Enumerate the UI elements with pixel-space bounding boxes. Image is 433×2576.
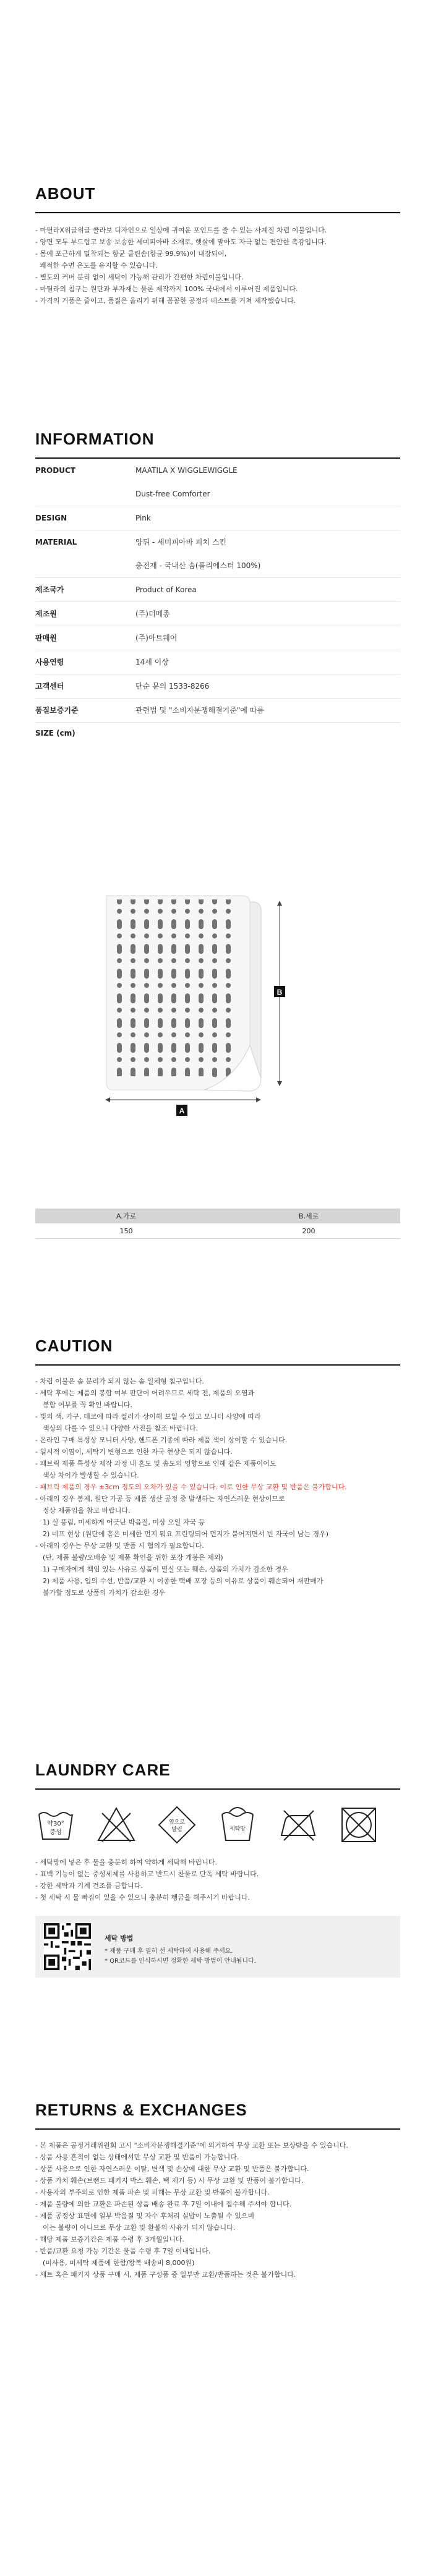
info-value: (주)아트웨어: [135, 634, 178, 642]
about-line: - 양면 모두 부드럽고 보송 보송한 세미피아바 소재로, 햇살에 말아도 자극 없는 편안한 촉감입니다.: [35, 238, 327, 246]
info-key: 사용연령: [35, 658, 64, 666]
about-line: 쾌적한 수면 온도를 유지할 수 있습니다.: [35, 261, 158, 270]
qr-line-1: * 제품 구매 후 필히 선 세탁하여 사용해 주세요.: [105, 1948, 233, 1955]
caution-line: - 패브릭 제품 특성상 제작 과정 내 혼도 및 솜도의 영향으로 인해 같은 제품이어도: [35, 1460, 277, 1468]
laundry-line: - 표백 기능이 없는 중성세제를 사용하고 반드시 찬물로 단독 세탁 바랍니다.: [35, 1870, 259, 1878]
size-table-header-row: [35, 1209, 400, 1223]
returns-line: - 상품 가치 훼손(브랜드 패키지 박스 훼손, 택 제거 등) 시 무상 교환 및 반품이 불가합니다.: [35, 2177, 304, 2185]
size-value-a: 150: [35, 1223, 217, 1239]
returns-line: 이는 불량이 아니므로 무상 교환 및 환불의 사유가 되지 않습니다.: [43, 2224, 236, 2232]
caution-line: - 일시적 이염이, 세탁기 변형으로 인한 자국 현상은 되지 않습니다.: [35, 1448, 233, 1456]
laundry-line: - 강한 세탁과 기계 건조를 금합니다.: [35, 1882, 143, 1890]
info-row-customer-center: [35, 674, 400, 699]
shade-dry-text-2: 말림: [171, 1827, 182, 1833]
caution-list: [35, 1375, 400, 1599]
dimension-b-label: B: [277, 988, 283, 997]
info-key: 판매원: [35, 634, 57, 642]
about-line: - 별도의 커버 분리 없이 세탁이 가능해 관리가 간편한 차렵이불입니다.: [35, 273, 244, 281]
info-value: 양뒤 - 세미피아바 피치 스킨: [135, 538, 227, 546]
laundry-section: [35, 1761, 400, 1978]
returns-list: [35, 2140, 400, 2281]
size-table: [35, 1209, 400, 1239]
about-line: - 몸에 포근하게 밀착되는 항균 클린솜(항균 99.9%)이 내장되어,: [35, 250, 227, 258]
caution-line: 색상 차이가 발생할 수 있습니다.: [43, 1471, 139, 1479]
returns-line: - 세트 혹은 패키지 상품 구매 시, 제품 구성품 중 일부만 교환/반품하는 것은 불가합니다.: [35, 2271, 296, 2279]
returns-line: - 제품 불량에 의한 교환은 파손된 상품 배송 완료 후 7일 이내에 접수해 주셔야 합니다.: [35, 2200, 292, 2208]
caution-line: 불가할 정도로 상품의 가치가 감소한 경우: [43, 1589, 166, 1597]
about-heading: ABOUT: [35, 184, 96, 203]
laundry-icons: [35, 1804, 400, 1845]
info-value: Dust-free Comforter: [135, 490, 210, 498]
about-line: - 가격의 거품은 줄이고, 품질은 올리기 위해 꼼꼼한 공정과 테스트를 거쳐 제작했습니다.: [35, 297, 296, 305]
info-value: MAATILA X WIGGLEWIGGLE: [135, 466, 238, 475]
returns-divider: [35, 2128, 400, 2130]
laundry-line: - 세탁망에 넣은 후 물을 충분히 하여 약하게 세탁해 바랍니다.: [35, 1858, 217, 1866]
caution-line: - 패브릭 제품의 경우 ±3cm 정도의 오차가 있을 수 있습니다. 이로 인한 무상 교환 및 반품은 불가합니다.: [35, 1483, 347, 1491]
wash-detergent-text: 중성: [49, 1829, 62, 1836]
info-value: 단순 문의 1533-8266: [135, 682, 210, 691]
caution-divider: [35, 1364, 400, 1366]
size-header-a: A.가로: [35, 1209, 217, 1223]
caution-line: - 아래의 경우 봉제, 원단 가공 등 제품 생산 공정 중 발생하는 자연스러운 현상이므로: [35, 1495, 285, 1503]
info-key: 제조국가: [35, 585, 64, 594]
caution-line: 정상 제품임을 참고 바랍니다.: [43, 1507, 131, 1515]
comforter-size-figure: [99, 893, 322, 1128]
laundry-line: - 첫 세탁 시 물 빠짐이 있을 수 있으니 충분히 헹굼을 해주시기 바랍니다.: [35, 1894, 250, 1902]
caution-line: 1) 실 풍림, 미세하게 어긋난 박음질, 미상 오일 자국 등: [43, 1518, 205, 1526]
comforter-illustration: [99, 893, 322, 1128]
qr-wash-guide: [35, 1916, 400, 1978]
returns-line: (미사용, 미세탁 제품에 한함/왕복 배송비 8,000원): [43, 2259, 195, 2267]
info-key: 제조원: [35, 610, 57, 618]
dimension-a-label: A: [179, 1107, 185, 1115]
about-line: - 마틸라의 침구는 원단과 부자재는 물론 제작까지 100% 국내에서 이루어진 제품입니다.: [35, 285, 298, 293]
size-table-row: [35, 1223, 400, 1239]
info-key: MATERIAL: [35, 538, 77, 546]
returns-line: - 상품 사용으로 인한 자연스러운 이탈, 변색 및 손상에 대한 무상 교환 및 반품은 불가합니다.: [35, 2165, 309, 2173]
returns-line: - 사용자의 부주의로 인한 제품 파손 및 피해는 무상 교환 및 반품이 불가합니다.: [35, 2188, 270, 2196]
returns-section: [35, 2101, 400, 2281]
info-value: 관련법 및 "소비자분쟁해결기준"에 따름: [135, 706, 264, 715]
info-row-product: [35, 459, 400, 482]
info-value: Pink: [135, 514, 151, 522]
info-row-seller: [35, 626, 400, 650]
info-row-country: [35, 578, 400, 602]
returns-line: - 본 제품은 공정거래위원회 고시 "소비자분쟁해결기준"에 의거하여 무상 교환 또는 보상받을 수 있습니다.: [35, 2141, 348, 2149]
laundry-heading: LAUNDRY CARE: [35, 1761, 171, 1779]
about-line: - 마틸라X위글위글 콜라보 디자인으로 일상에 귀여운 포인트를 줄 수 있는 사계절 차렵 이불입니다.: [35, 226, 327, 234]
info-row-material: [35, 530, 400, 554]
info-row-quality: [35, 699, 400, 723]
info-row-manufacturer: [35, 602, 400, 626]
caution-line: 1) 구매자에게 책임 있는 사유로 상품이 멸실 또는 훼손, 상품의 가치가 감소한 경우: [43, 1565, 288, 1573]
qr-title: 세탁 방법: [105, 1934, 134, 1942]
wash-30-icon: [35, 1804, 76, 1845]
info-value: Product of Korea: [135, 585, 197, 594]
caution-line: - 빛의 색, 가구, 데코에 따라 컬러가 상이해 보일 수 있고 모니터 사양에 따라: [35, 1413, 261, 1421]
no-dryclean-icon: [338, 1804, 379, 1845]
qr-code-icon[interactable]: [44, 1923, 91, 1970]
caution-line: - 차렵 이불은 솜 분리가 되지 않는 솜 일체형 침구입니다.: [35, 1377, 204, 1385]
caution-line: - 아래의 경우는 무상 교환 및 반품 시 협의가 필요합니다.: [35, 1542, 204, 1550]
info-key: DESIGN: [35, 514, 67, 522]
wash-temp-text: 약30°: [47, 1821, 64, 1827]
caution-line: (단, 제품 불량/오배송 및 제품 확인을 위한 포장 개봉은 제외): [43, 1554, 223, 1562]
returns-line: - 해당 제품 보증기간은 제품 수령 후 3개월입니다.: [35, 2235, 184, 2243]
caution-line: 색상의 다를 수 있으니 다양한 사진을 참조 바랍니다.: [43, 1424, 199, 1432]
caution-line: - 세탁 후에는 제품의 봉합 여부 판단이 어려우므로 세탁 전, 제품의 오염과: [35, 1389, 255, 1397]
info-row-age: [35, 650, 400, 674]
size-value-b: 200: [217, 1223, 400, 1239]
information-heading: INFORMATION: [35, 430, 155, 448]
laundry-divider: [35, 1788, 400, 1790]
shade-dry-text-1: 옆으로: [168, 1819, 186, 1826]
info-value: (주)더메종: [135, 610, 170, 618]
returns-line: - 반품/교환 요청 가능 기간은 물품 수령 후 7일 이내입니다.: [35, 2247, 211, 2255]
no-iron-icon: [278, 1804, 319, 1845]
info-key: 고객센터: [35, 682, 64, 691]
caution-line: 봉합 여부를 꼭 확인 바랍니다.: [43, 1401, 132, 1409]
info-table: [35, 459, 400, 723]
about-divider: [35, 212, 400, 213]
size-header-b: B.세로: [217, 1209, 400, 1223]
no-bleach-icon: [96, 1804, 137, 1845]
caution-line: 2) 네프 현상 (원단에 흩은 미세한 먼지 뭐요 프린팅되어 먼지가 붙어져면서 빈 자국이 남는 경우): [43, 1530, 328, 1538]
info-key: 품질보증기준: [35, 706, 79, 715]
about-section: [35, 184, 400, 307]
info-value: 14세 이상: [135, 658, 169, 666]
caution-heading: CAUTION: [35, 1337, 113, 1355]
info-row-product-sub: [35, 482, 400, 506]
laundry-net-text: 세탁망: [229, 1826, 246, 1832]
returns-heading: RETURNS & EXCHANGES: [35, 2101, 247, 2119]
returns-line: - 제품 공정상 표면에 일부 박음질 및 자수 후처리 실밥이 노출될 수 있으며: [35, 2212, 255, 2220]
info-key: PRODUCT: [35, 466, 75, 475]
caution-line: - 온라인 구매 특성상 모니터 사양, 핸드폰 기종에 따라 제품 색이 상이할 수 있습니다.: [35, 1436, 288, 1444]
caution-line: 2) 제품 사용, 입의 수선, 반품/교환 시 이종한 택배 포장 등의 이유로 상품이 훼손되어 재판매가: [43, 1577, 324, 1585]
size-label: SIZE (cm): [35, 729, 75, 738]
info-row-design: [35, 506, 400, 530]
info-value: 충전재 - 국내산 솜(폴리에스터 100%): [135, 561, 261, 570]
caution-section: [35, 1337, 400, 1599]
qr-line-2: * QR코드를 인식하시면 정확한 세탁 방법이 안내됩니다.: [105, 1958, 256, 1965]
about-list: [35, 224, 400, 307]
returns-line: - 상품 사용 흔적이 없는 상태에서만 무상 교환 및 반품이 가능합니다.: [35, 2153, 239, 2161]
laundry-list: [35, 1856, 400, 1903]
info-row-material-sub: [35, 554, 400, 578]
information-section: [35, 430, 400, 738]
laundry-net-icon: [217, 1804, 258, 1845]
shade-dry-icon: [156, 1804, 197, 1845]
